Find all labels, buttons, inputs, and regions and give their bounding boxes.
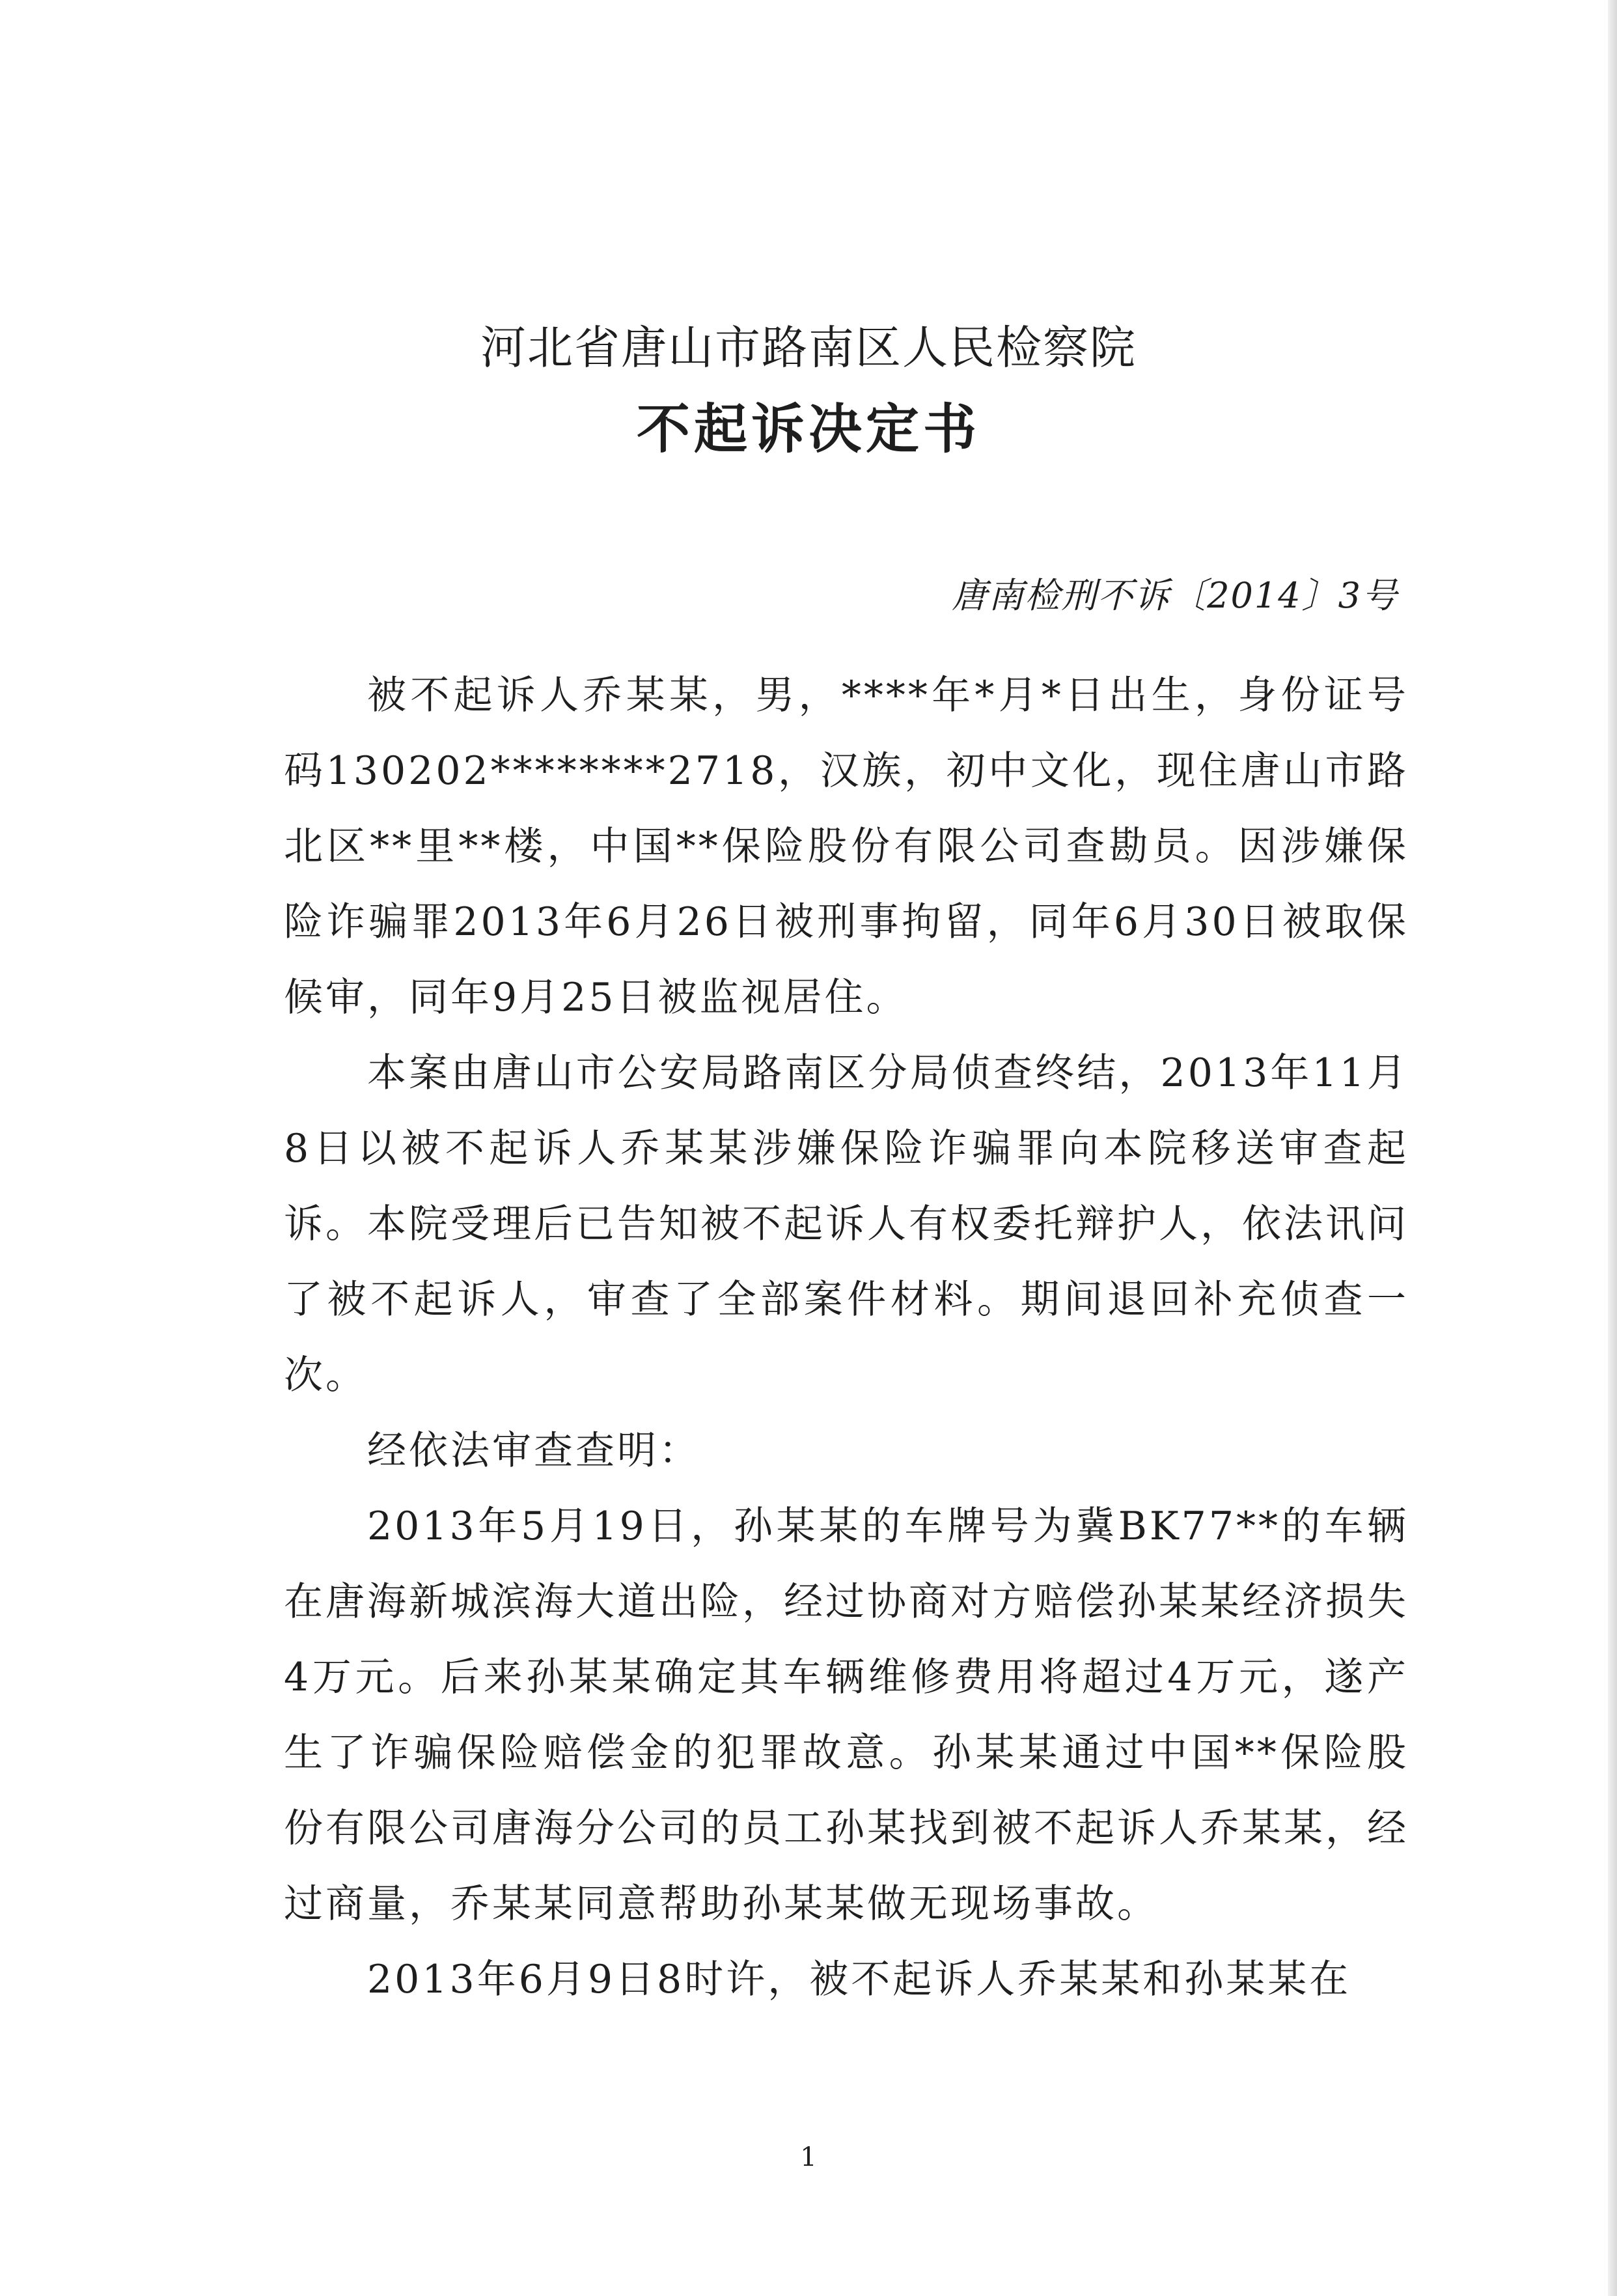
page-number: 1: [800, 2142, 817, 2172]
document-title: 不起诉决定书: [636, 399, 980, 460]
paragraph-defendant-info: 被不起诉人乔某某，男，****年*月*日出生，身份证号码130202********2718，汉族，初中文化，现住唐山市路北区**里**楼，中国**保险股份有限公司查勘员。因涉嫌保险诈骗罪2013年6月26日被刑事拘留，同年6月30日被取保候审，同年9月25日被监视居住。: [284, 673, 1409, 1020]
document-body: [284, 658, 1409, 2017]
paragraph-case-transfer: 本案由唐山市公安局路南区分局侦查终结，2013年11月8日以被不起诉人乔某某涉嫌保险诈骗罪向本院移送审查起诉。本院受理后已告知被不起诉人有权委托辩护人，依法讯问了被不起诉人，审查了全部案件材料。期间退回补充侦查一次。: [284, 1050, 1409, 1398]
paragraph-facts-2: 2013年6月9日8时许，被不起诉人乔某某和孙某某在: [367, 1957, 1351, 2002]
paragraph-findings-heading: 经依法审查查明：: [367, 1428, 700, 1474]
organization-heading: 河北省唐山市路南区人民检察院: [480, 321, 1137, 374]
paragraph-facts-1: 2013年5月19日，孙某某的车牌号为冀BK77**的车辆在唐海新城滨海大道出险，经过协商对方赔偿孙某某经济损失4万元。后来孙某某确定其车辆维修费用将超过4万元，遂产生了诈骗保险赔偿金的犯罪故意。孙某某通过中国**保险股份有限公司唐海分公司的员工孙某找到被不起诉人乔某某，经过商量，乔某某同意帮助孙某某做无现场事故。: [284, 1504, 1409, 1927]
document-number: 唐南检刑不诉〔2014〕3号: [952, 575, 1398, 616]
